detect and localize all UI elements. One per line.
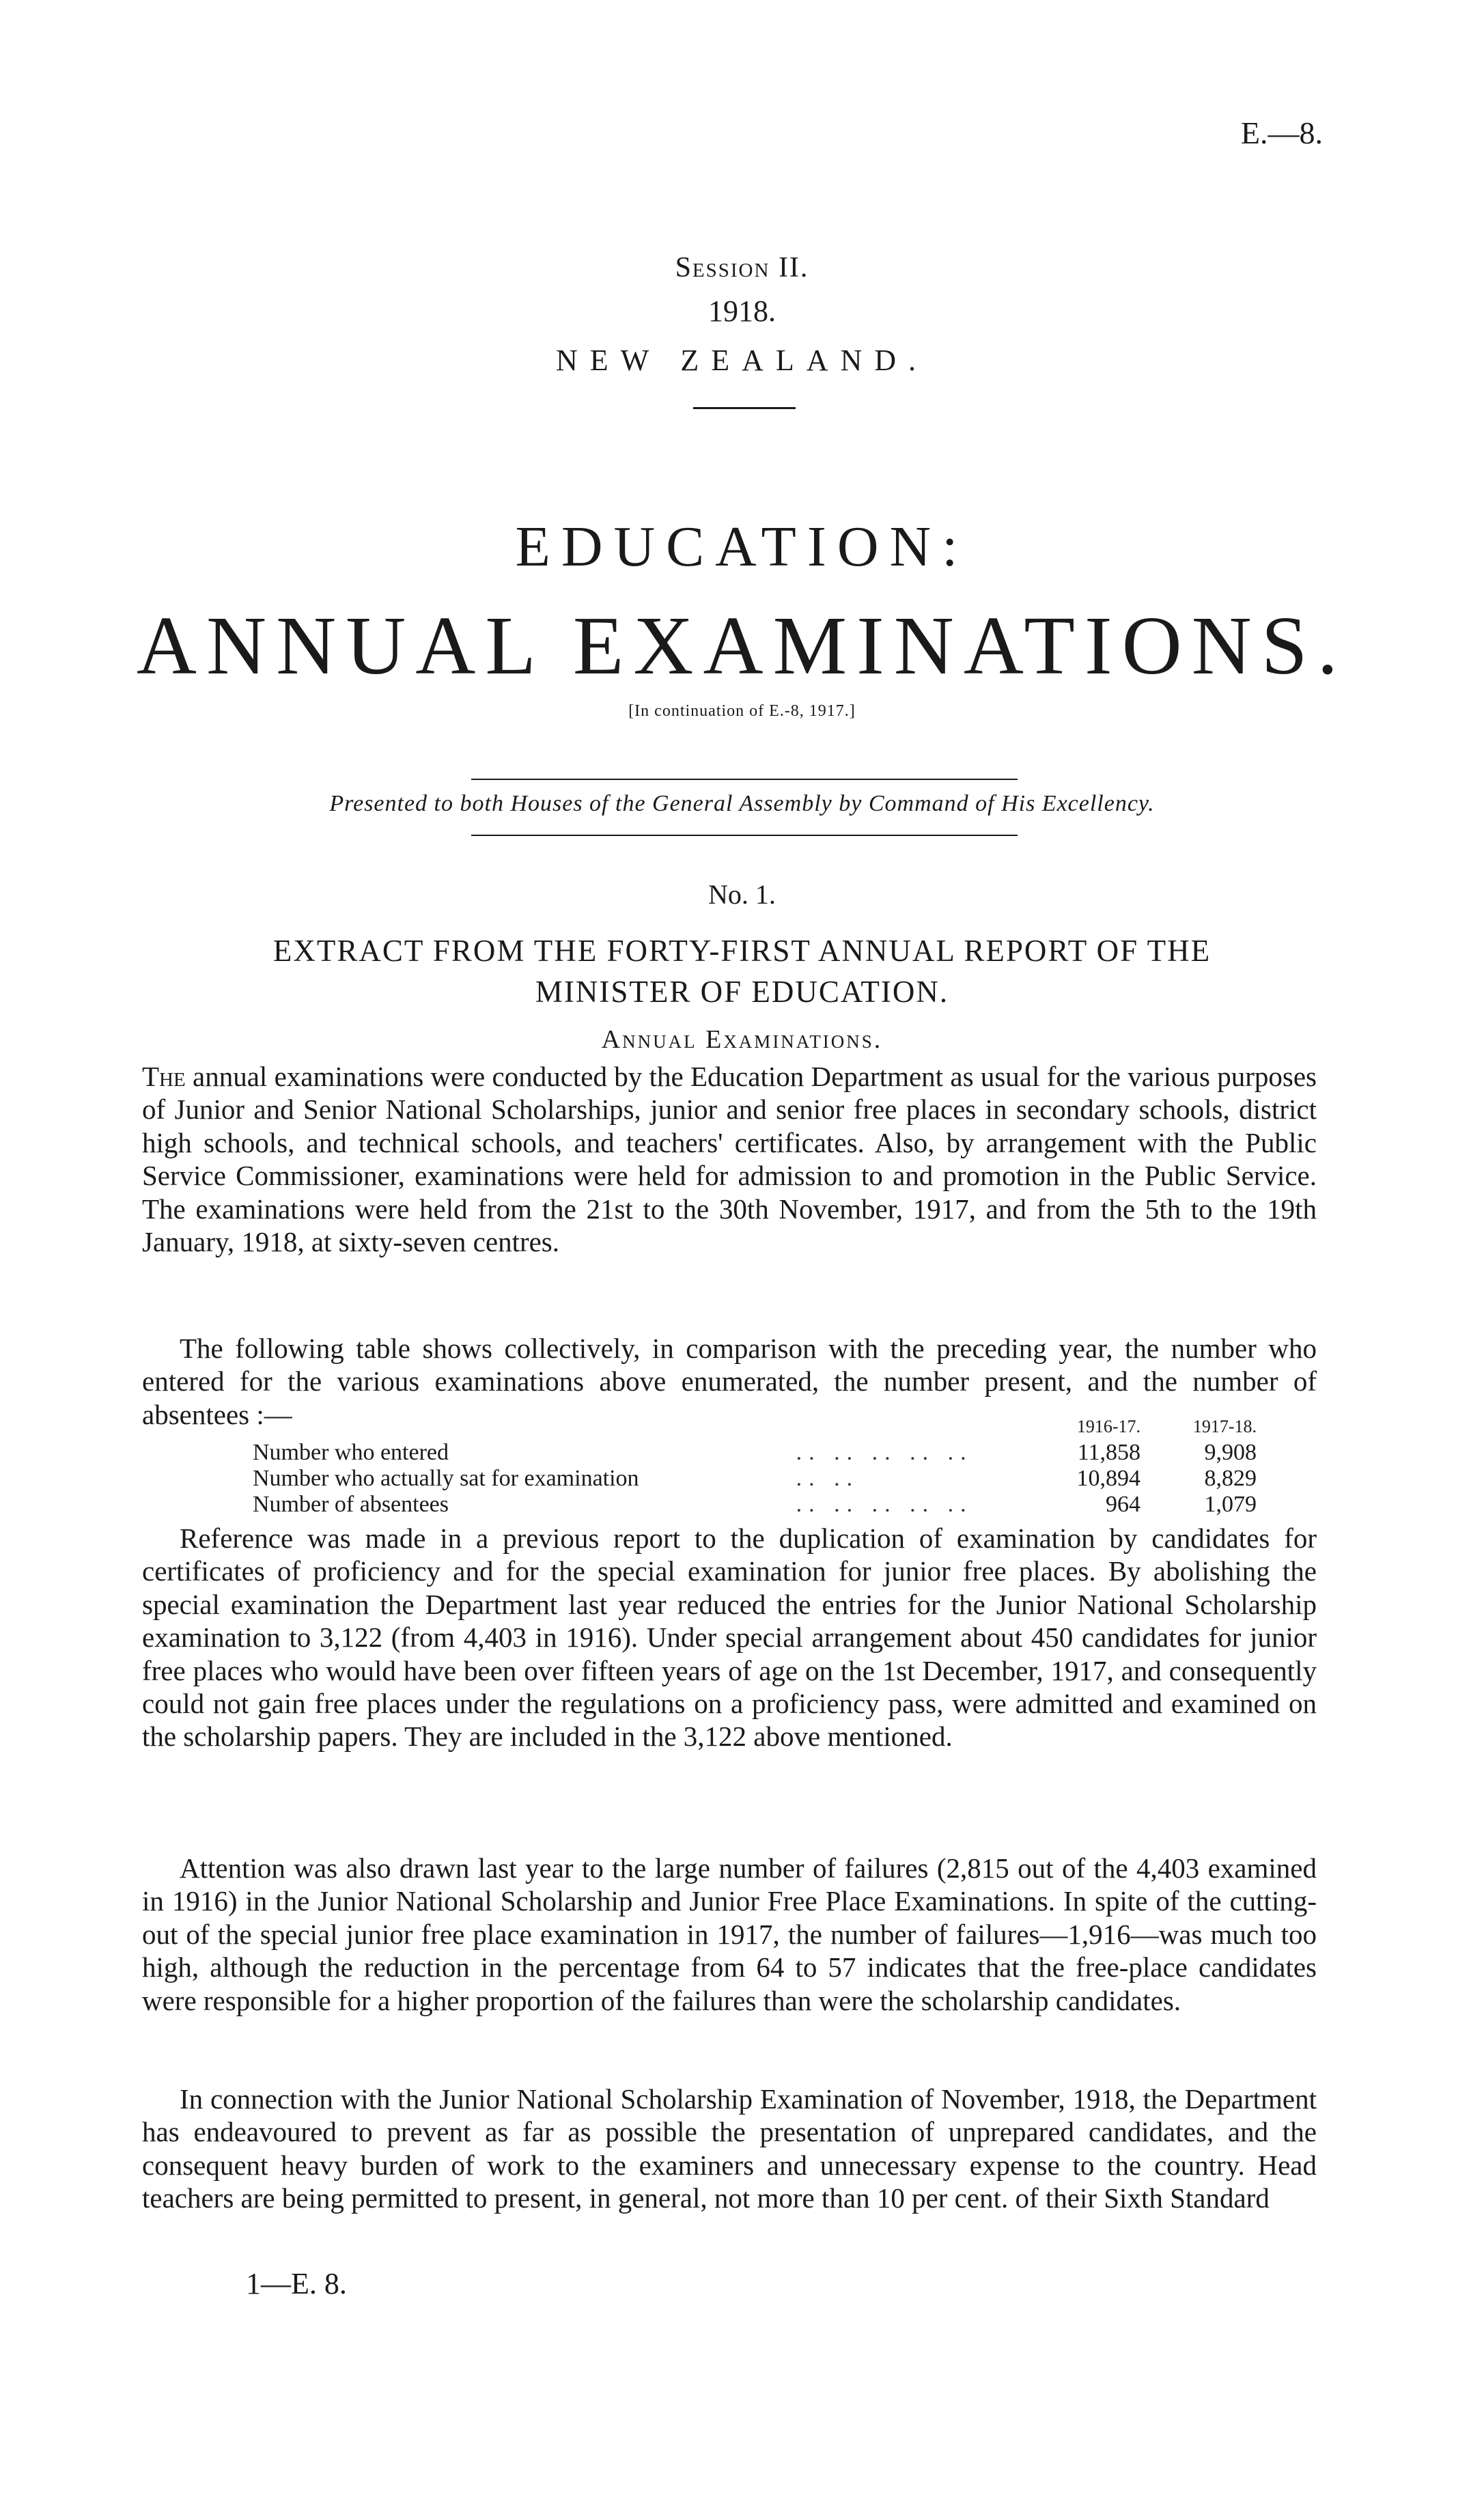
table-row: [253, 1492, 1270, 1518]
leader-dots: .. .. .. .. ..: [796, 1492, 973, 1517]
column-header-1916: 1916-17.: [1076, 1417, 1140, 1436]
value-1917: 1,079: [1204, 1492, 1257, 1517]
session-line: [0, 251, 1484, 284]
bottom-divider: [471, 835, 1018, 836]
extract-heading-line-2: MINISTER OF EDUCATION.: [535, 975, 949, 1009]
value-1916: 10,894: [1076, 1466, 1140, 1491]
value-1917: 8,829: [1204, 1466, 1257, 1491]
leader-dots: .. ..: [796, 1466, 860, 1491]
continuation-note: [In continuation of E.-8, 1917.]: [628, 702, 856, 720]
paragraph-1-text: annual examinations were conducted by the Education Department as usual for the various purposes of Junior and Senior National Scholarships, junior and senior free places in secondary schools, district high schools, and technical schools, and teachers' certificates. Also, by arrangement with the Public Service Commissioner, examinations were held for admission to and promotion in the Public Service. The examinations were held from the 21st to the 30th November, 1917, and from the 5th to the 19th January, 1918, at sixty-seven centres.: [142, 1061, 1317, 1258]
value-1916: 964: [1106, 1492, 1140, 1517]
paragraph-3: Reference was made in a previous report to the duplication of examination by candidates for certificates of proficiency and for the special examination for junior free places. By abolishing the special examination the Department last year reduced the entries for the Junior National Scholarship examination to 3,122 (from 4,403 in 1916). Under special arrangement about 450 candidates for junior free places who would have been over fifteen years of age on the 1st December, 1917, and consequently could not gain free places under the regulations on a proficiency pass, were admitted and examined on the scholarship papers. They are included in the 3,122 above mentioned.: [142, 1522, 1317, 1753]
table-row: [253, 1466, 1270, 1492]
session-number: II.: [778, 252, 809, 283]
value-1916: 11,858: [1077, 1440, 1140, 1465]
column-header-1917: 1917-18.: [1192, 1417, 1257, 1436]
title-main: EDUCATION:: [515, 515, 969, 579]
title-sub: ANNUAL EXAMINATIONS.: [136, 600, 1348, 692]
country: NEW ZEALAND.: [555, 344, 929, 377]
paragraph-5: In connection with the Junior National Scholarship Examination of November, 1918, the Department has endeavoured to prevent as far as possible the presentation of unprepared candidates, and the consequent heavy burden of work to the examiners and unnecessary expense to the country. Head teachers are being permitted to present, in general, not more than 10 per cent. of their Sixth Standard: [142, 2083, 1317, 2214]
section-heading: Annual Examinations.: [601, 1025, 883, 1054]
paragraph-2: The following table shows collectively, in comparison with the preceding year, the number who entered for the various examinations above enumerated, the number present, and the number of absentees :—: [142, 1333, 1317, 1430]
session-word: Session: [675, 252, 770, 283]
top-divider: [471, 779, 1018, 780]
row-label: Number who actually sat for examination: [253, 1466, 639, 1491]
number-label: No. 1.: [708, 879, 776, 910]
row-label: Number who entered: [253, 1440, 449, 1465]
value-1917: 9,908: [1204, 1440, 1257, 1465]
statistics-table: [253, 1414, 1270, 1518]
row-label: Number of absentees: [253, 1492, 449, 1517]
table-header-row: [253, 1414, 1270, 1440]
leader-dots: .. .. .. .. ..: [796, 1440, 973, 1465]
paragraph-4: Attention was also drawn last year to the large number of failures (2,815 out of the 4,403 examined in 1916) in the Junior National Scholarship and Junior Free Place Examinations. In spite of the cutting-out of the special junior free place examination in 1917, the number of failures—1,916—was much too high, although the reduction in the percentage from 64 to 57 indicates that the free-place candidates were responsible for a higher proportion of the failures than were the scholarship candidates.: [142, 1852, 1317, 2016]
presented-line: Presented to both Houses of the General Assembly by Command of His Excellency.: [329, 791, 1155, 816]
document-reference: E.—8.: [1240, 115, 1323, 150]
page-signature: 1—E. 8.: [246, 2267, 347, 2300]
paragraph-lead-word: The: [142, 1061, 186, 1092]
paragraph-1: [142, 1060, 1317, 1258]
short-divider: [693, 407, 796, 409]
extract-heading-line-1: EXTRACT FROM THE FORTY-FIRST ANNUAL REPORT OF THE: [272, 934, 1212, 968]
year: 1918.: [708, 294, 776, 328]
table-row: [253, 1440, 1270, 1466]
